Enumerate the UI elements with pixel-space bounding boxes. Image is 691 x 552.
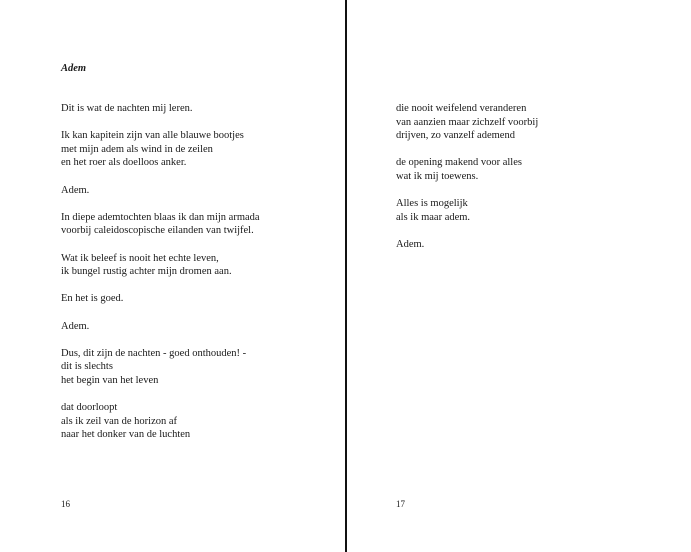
poem-line: naar het donker van de luchten bbox=[61, 429, 191, 441]
poem-line: van aanzien maar zichzelf voorbij bbox=[396, 116, 539, 128]
stanza bbox=[61, 129, 260, 170]
poem-line: wat ik mij toewens. bbox=[396, 170, 479, 182]
poem-line: die nooit weifelend veranderen bbox=[396, 103, 527, 114]
poem-line: Dit is wat de nachten mij leren. bbox=[61, 103, 193, 114]
poem-line: als ik zeil van de horizon af bbox=[61, 415, 178, 427]
stanza bbox=[61, 211, 260, 238]
poem-line: en het roer als doelloos anker. bbox=[61, 157, 187, 169]
stanza bbox=[61, 320, 260, 334]
stanza bbox=[61, 401, 260, 442]
left-poem-text bbox=[61, 102, 260, 455]
stanza bbox=[61, 292, 260, 306]
poem-line: In diepe ademtochten blaas ik dan mijn armada bbox=[61, 211, 260, 223]
poem-line: drijven, zo vanzelf ademend bbox=[396, 130, 515, 142]
stanza bbox=[396, 197, 538, 224]
poem-line: Adem. bbox=[396, 238, 425, 250]
stanza bbox=[61, 184, 260, 198]
stanza bbox=[396, 238, 538, 252]
right-poem-text bbox=[396, 102, 538, 265]
poem-line: met mijn adem als wind in de zeilen bbox=[61, 143, 213, 155]
right-page bbox=[347, 0, 691, 552]
poem-line: Wat ik beleef is nooit het echte leven, bbox=[61, 252, 219, 264]
stanza bbox=[61, 347, 260, 388]
poem-line: Alles is mogelijk bbox=[396, 198, 468, 210]
poem-line: als ik maar adem. bbox=[396, 211, 471, 223]
stanza bbox=[61, 102, 260, 116]
page-number-left: 16 bbox=[61, 499, 70, 509]
poem-line: dit is slechts bbox=[61, 361, 113, 373]
stanza bbox=[61, 252, 260, 279]
page-number-right: 17 bbox=[396, 499, 405, 509]
poem-line: En het is goed. bbox=[61, 293, 124, 305]
stanza bbox=[396, 156, 538, 183]
poem-line: de opening makend voor alles bbox=[396, 157, 522, 169]
poem-line: Adem. bbox=[61, 184, 90, 196]
poem-line: voorbij caleidoscopische eilanden van twijfel. bbox=[61, 225, 254, 237]
poem-line: Dus, dit zijn de nachten - goed onthouden! - bbox=[61, 347, 247, 359]
poem-line: Ik kan kapitein zijn van alle blauwe bootjes bbox=[61, 130, 244, 142]
left-page bbox=[0, 0, 345, 552]
poem-line: Adem. bbox=[61, 320, 90, 332]
poem-title: Adem bbox=[61, 63, 87, 74]
poem-line: dat doorloopt bbox=[61, 402, 118, 414]
stanza bbox=[396, 102, 538, 143]
poem-line: ik bungel rustig achter mijn dromen aan. bbox=[61, 266, 232, 278]
poem-line: het begin van het leven bbox=[61, 374, 159, 386]
